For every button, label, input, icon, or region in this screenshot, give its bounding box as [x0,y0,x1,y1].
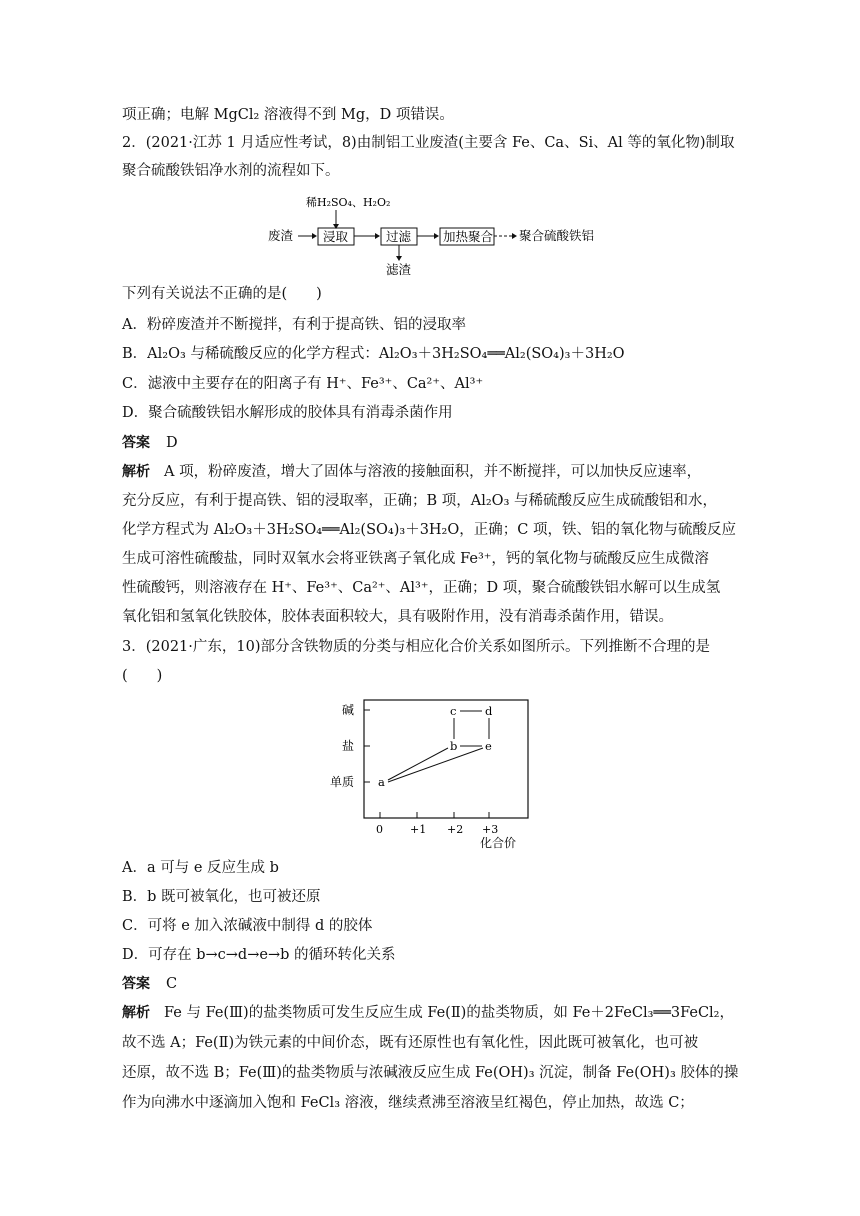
y-label-element: 单质 [330,775,355,789]
q3-stem-line-2: ( ) [122,668,163,684]
point-d: d [485,704,493,718]
iron-valence-diagram [330,690,540,850]
flow-bottom-label: 滤渣 [386,262,412,277]
q3-option-c: C．可将 e 加入浓碱液中制得 d 的胶体 [122,918,373,934]
q2-answer-row [122,433,178,453]
point-e: e [485,739,492,753]
q2-option-b: B．Al₂O₃ 与稀硫酸反应的化学方程式：Al₂O₃＋3H₂SO₄══Al₂(SO₄)₃＋3H₂O [122,346,625,362]
q2-analysis-line-6: 氧化铝和氢氧化铁胶体，胶体表面积较大，具有吸附作用，没有消毒杀菌作用，错误。 [122,609,673,625]
flow-step-3: 加热聚合 [443,229,494,244]
q2-option-d: D．聚合硫酸铁铝水解形成的胶体具有消毒杀菌作用 [122,405,453,421]
analysis-text: A 项，粉碎废渣，增大了固体与溶液的接触面积，并不断搅拌，可以加快反应速率， [164,464,702,480]
answer-label: 答案 [122,976,150,992]
q3-stem-line-1: 3．(2021·广东，10)部分含铁物质的分类与相应化合价关系如图所示。下列推断不合理的是 [122,639,710,655]
q2-option-a: A．粉碎废渣并不断搅拌，有利于提高铁、铝的浸取率 [122,317,466,333]
q2-option-c: C．滤液中主要存在的阳离子有 H⁺、Fe³⁺、Ca²⁺、Al³⁺ [122,376,484,392]
q2-question: 下列有关说法不正确的是( ) [122,286,322,302]
q3-option-b: B．b 既可被氧化，也可被还原 [122,889,321,905]
q3-analysis-line-4: 作为向沸水中逐滴加入饱和 FeCl₃ 溶液，继续煮沸至溶液呈红褐色，停止加热，故选 C； [122,1095,694,1111]
flow-input-label: 稀H₂SO₄、H₂O₂ [306,196,391,209]
y-label-base: 碱 [342,703,355,717]
x-tick-3: +3 [482,823,499,836]
q3-analysis-line-2: 故不选 A；Fe(Ⅱ)为铁元素的中间价态，既有还原性也有氧化性，因此既可被氧化，也可被 [122,1035,699,1051]
q2-analysis-line-3: 化学方程式为 Al₂O₃＋3H₂SO₄══Al₂(SO₄)₃＋3H₂O，正确；C 项，铁、铝的氧化物与硫酸反应 [122,522,736,538]
analysis-label: 解析 [122,464,150,480]
flow-step-2: 过滤 [386,229,412,244]
q3-answer-row [122,974,177,994]
x-axis-title: 化合价 [480,836,517,850]
continuation-text: 项正确；电解 MgCl₂ 溶液得不到 Mg，D 项错误。 [122,107,454,123]
q2-stem-line-1: 2．(2021·江苏 1 月适应性考试，8)由制铝工业废渣(主要含 Fe、Ca、Si、Al 等的氧化物)制取 [122,135,735,151]
y-label-salt: 盐 [342,739,355,753]
q3-option-d: D．可存在 b→c→d→e→b 的循环转化关系 [122,947,396,963]
x-tick-0: 0 [376,823,383,836]
flow-product-label: 聚合硫酸铁铝 [519,228,595,243]
q2-analysis-line-1 [122,462,701,482]
point-c: c [450,704,457,718]
q3-analysis-line-1 [122,1003,734,1023]
x-tick-2: +2 [447,823,464,836]
analysis-label: 解析 [122,1005,150,1021]
q3-option-a: A．a 可与 e 反应生成 b [122,860,279,876]
q2-analysis-line-2: 充分反应，有利于提高铁、铝的浸取率，正确；B 项，Al₂O₃ 与稀硫酸反应生成硫酸铝和水， [122,493,717,509]
q2-analysis-line-4: 生成可溶性硫酸盐，同时双氧水会将亚铁离子氧化成 Fe³⁺，钙的氧化物与硫酸反应生成微溶 [122,551,709,567]
answer-value: D [166,435,178,451]
q3-analysis-line-3: 还原，故不选 B；Fe(Ⅲ)的盐类物质与浓碱液反应生成 Fe(OH)₃ 沉淀，制备 Fe(OH)₃ 胶体的操 [122,1065,739,1081]
answer-value: C [166,976,178,992]
flow-step-1: 浸取 [323,229,349,244]
point-a: a [378,775,385,789]
q2-stem-line-2: 聚合硫酸铁铝净水剂的流程如下。 [122,163,340,179]
flow-start-label: 废渣 [268,228,294,243]
point-b: b [450,739,458,753]
q2-analysis-line-5: 性硫酸钙，则溶液存在 H⁺、Fe³⁺、Ca²⁺、Al³⁺，正确；D 项，聚合硫酸铁铝水解可以生成氢 [122,580,721,596]
answer-label: 答案 [122,435,150,451]
process-flow-diagram [262,192,602,280]
x-tick-1: +1 [410,823,427,836]
analysis-text: Fe 与 Fe(Ⅲ)的盐类物质可发生反应生成 Fe(Ⅱ)的盐类物质，如 Fe＋2FeCl₃══3FeCl₂， [164,1005,734,1021]
